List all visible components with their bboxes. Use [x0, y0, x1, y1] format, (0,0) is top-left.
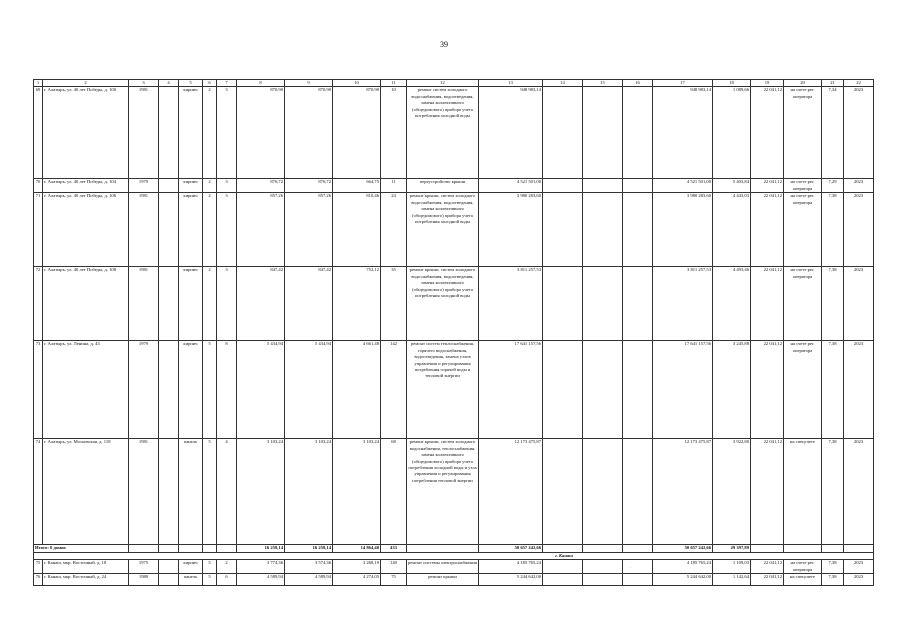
cell-yr: 2023 [844, 574, 874, 586]
column-number-cell: 8 [237, 80, 285, 87]
cell-mat: кирпич [179, 179, 203, 193]
column-number-cell: 6 [203, 80, 217, 87]
column-number-cell: 16 [623, 80, 653, 87]
cell-c16 [623, 179, 653, 193]
cell-yr: 2023 [844, 193, 874, 267]
cell-a2: 857,26 [285, 193, 333, 267]
column-number-cell: 1 [34, 80, 43, 87]
cell-pct: 7,29 [822, 179, 844, 193]
total-empty [543, 545, 583, 552]
table-body [34, 80, 874, 586]
cell-cost2: 5 244 642,00 [653, 574, 713, 586]
cell-res: 68 [381, 439, 407, 545]
cell-a1: 3 103,24 [237, 439, 285, 545]
table-row [34, 179, 874, 193]
total-empty [203, 545, 217, 552]
column-number-cell: 21 [822, 80, 844, 87]
cell-fl: 5 [203, 574, 217, 586]
cell-n: 72 [34, 267, 43, 341]
cell-mat: кирпич [179, 193, 203, 267]
cell-sq: 1 142,64 [713, 574, 751, 586]
cell-year: 1979 [129, 179, 159, 193]
cell-addr: г. Алатырь, ул. 40 лет Победы, д. 108 [43, 267, 129, 341]
total-empty [583, 545, 623, 552]
cell-n: 70 [34, 179, 43, 193]
cell-fl: 5 [203, 439, 217, 545]
cell-en: 3 [217, 267, 237, 341]
total-empty [822, 545, 844, 552]
column-number-cell: 5 [179, 80, 203, 87]
cell-n: 71 [34, 193, 43, 267]
total-empty [129, 545, 159, 552]
cell-fl: 5 [203, 341, 217, 439]
cell-fl: 2 [203, 267, 217, 341]
column-number-cell: 15 [583, 80, 623, 87]
column-number-cell: 3 [129, 80, 159, 87]
total-res: 433 [381, 545, 407, 552]
town-heading-row [34, 552, 874, 559]
cell-lim: 22 041,12 [751, 574, 784, 586]
cell-a1: 870,90 [237, 87, 285, 179]
cell-cost2: 17 641 157,56 [653, 341, 713, 439]
cell-n: 75 [34, 560, 43, 574]
cell-res: 24 [381, 193, 407, 267]
cell-addr: г. Алатырь, ул. 40 лет Победы, д. 106 [43, 193, 129, 267]
total-a2: 16 258,14 [285, 545, 333, 552]
cell-n: 73 [34, 341, 43, 439]
column-number-cell: 7 [217, 80, 237, 87]
column-number-cell: 13 [479, 80, 543, 87]
cell-c4 [159, 341, 179, 439]
cell-a1: 4 589,94 [237, 574, 285, 586]
cell-cost: 3 811 257,53 [479, 267, 543, 341]
cell-work: ремонт крыши, систем холодного водоснабжения, теплоснабжения, замена коллективного (общедомового) прибора учета потребления холодной воды и узла управления и регулирования потребления тепловой энергии [407, 439, 479, 545]
table-row [34, 193, 874, 267]
cell-a2: 876,72 [285, 179, 333, 193]
total-empty [407, 545, 479, 552]
cell-n: 69 [34, 87, 43, 179]
cell-res: 140 [381, 560, 407, 574]
cell-en: 3 [217, 179, 237, 193]
total-empty [751, 545, 784, 552]
cell-a3: 752,12 [333, 267, 381, 341]
cell-c15 [583, 341, 623, 439]
cell-c14 [543, 179, 583, 193]
cell-res: 35 [381, 267, 407, 341]
cell-a1: 847,42 [237, 267, 285, 341]
cell-yr: 2023 [844, 560, 874, 574]
cell-en: 3 [217, 87, 237, 179]
cell-c15 [583, 560, 623, 574]
cell-lim: 22 041,12 [751, 439, 784, 545]
cell-a2: 4 589,94 [285, 574, 333, 586]
cell-addr: г. Канаш, мкр. Восточный, д. 18 [43, 560, 129, 574]
cell-addr: г. Алатырь, ул. 40 лет Победы, д. 104 [43, 179, 129, 193]
cell-c14 [543, 439, 583, 545]
cell-work: ремонт систем теплоснабжения, горячего водоснабжения, водоотведения, замена узлов управления и регулирования потребления горячей воды и тепловой энергии [407, 341, 479, 439]
table-row [34, 439, 874, 545]
cell-cost2: 4 185 765,24 [653, 560, 713, 574]
cell-a2: 5 434,94 [285, 341, 333, 439]
cell-addr: г. Канаш, мкр. Восточный, д. 24 [43, 574, 129, 586]
column-number-row [34, 80, 874, 87]
total-empty [623, 545, 653, 552]
cell-cost: 5 244 642,00 [479, 574, 543, 586]
cell-fl: 2 [203, 193, 217, 267]
cell-yr: 2023 [844, 179, 874, 193]
cell-lim: 22 041,12 [751, 341, 784, 439]
cell-lim: 22 041,12 [751, 179, 784, 193]
total-row [34, 545, 874, 552]
cell-addr: г. Алатырь, ул. Ленина, д. 43 [43, 341, 129, 439]
column-number-cell: 12 [407, 80, 479, 87]
cell-mat: кирпич [179, 560, 203, 574]
cell-a2: 3 103,24 [285, 439, 333, 545]
cell-c15 [583, 179, 623, 193]
cell-yr: 2023 [844, 87, 874, 179]
cell-a3: 664,75 [333, 179, 381, 193]
cell-acc: на счете рег. оператора [784, 267, 822, 341]
cell-year: 1975 [129, 560, 159, 574]
cell-sq: 1 109,03 [713, 560, 751, 574]
cell-pct: 7,38 [822, 560, 844, 574]
cell-n: 76 [34, 574, 43, 586]
column-number-cell: 17 [653, 80, 713, 87]
cell-sq: 5 403,84 [713, 179, 751, 193]
cell-a1: 876,72 [237, 179, 285, 193]
town-heading: г. Канаш [34, 552, 874, 559]
cell-addr: г. Алатырь, ул. 40 лет Победы, д. 100 [43, 87, 129, 179]
cell-c4 [159, 87, 179, 179]
cell-year: 1979 [129, 341, 159, 439]
cell-mat: панель [179, 439, 203, 545]
cell-mat: панель [179, 574, 203, 586]
cell-c16 [623, 439, 653, 545]
total-sq: 29 397,89 [713, 545, 751, 552]
cell-c4 [159, 560, 179, 574]
cell-cost2: 3 811 257,53 [653, 267, 713, 341]
cell-yr: 2023 [844, 341, 874, 439]
cell-a3: 4 661,48 [333, 341, 381, 439]
cell-a1: 5 434,94 [237, 341, 285, 439]
cell-a3: 810,46 [333, 193, 381, 267]
cell-yr: 2023 [844, 267, 874, 341]
cell-pct: 7,38 [822, 193, 844, 267]
cell-sq: 1 089,66 [713, 87, 751, 179]
cell-addr: г. Алатырь, ул. Московская, д. 118 [43, 439, 129, 545]
cell-c15 [583, 439, 623, 545]
total-a3: 14 864,40 [333, 545, 381, 552]
total-empty [217, 545, 237, 552]
cell-cost: 12 173 475,87 [479, 439, 543, 545]
cell-a3: 3 103,24 [333, 439, 381, 545]
cell-sq: 3 245,88 [713, 341, 751, 439]
cell-year: 1981 [129, 439, 159, 545]
cell-a2: 870,90 [285, 87, 333, 179]
cell-c14 [543, 87, 583, 179]
total-empty [159, 545, 179, 552]
cell-fl: 2 [203, 87, 217, 179]
cell-c14 [543, 341, 583, 439]
column-number-cell: 4 [159, 80, 179, 87]
cell-acc: на спецсчете [784, 574, 822, 586]
cell-c15 [583, 267, 623, 341]
cell-cost2: 948 983,14 [653, 87, 713, 179]
cell-mat: кирпич [179, 341, 203, 439]
column-number-cell: 18 [713, 80, 751, 87]
cell-yr: 2023 [844, 439, 874, 545]
cell-lim: 22 041,12 [751, 560, 784, 574]
cell-year: 1981 [129, 193, 159, 267]
cell-year: 1980 [129, 574, 159, 586]
column-number-cell: 2 [43, 80, 129, 87]
stray-mark: · [630, 566, 632, 571]
cell-res: 10 [381, 87, 407, 179]
column-number-cell: 11 [381, 80, 407, 87]
column-number-cell: 19 [751, 80, 784, 87]
cell-acc: на счете рег. оператора [784, 560, 822, 574]
cell-en: 6 [217, 574, 237, 586]
register-table [33, 79, 874, 586]
cell-cost: 4 521 501,00 [479, 179, 543, 193]
cell-year: 1981 [129, 87, 159, 179]
cell-acc: на спецсчете [784, 439, 822, 545]
cell-c16 [623, 574, 653, 586]
cell-pct: 7,38 [822, 267, 844, 341]
cell-c16 [623, 87, 653, 179]
cell-c15 [583, 193, 623, 267]
cell-a1: 3 774,36 [237, 560, 285, 574]
cell-pct: 7,34 [822, 87, 844, 179]
cell-fl: 2 [203, 179, 217, 193]
cell-a3: 3 268,19 [333, 560, 381, 574]
cell-c4 [159, 193, 179, 267]
column-number-cell: 20 [784, 80, 822, 87]
total-label: Итого: 6 домов [34, 545, 129, 552]
cell-mat: кирпич [179, 87, 203, 179]
cell-work: ремонт крыши, систем холодного водоснабжения, водоотведения, замена коллективного (общедомового) прибора учета потребления холодной воды [407, 193, 479, 267]
cell-sq: 4 493,46 [713, 267, 751, 341]
cell-c15 [583, 87, 623, 179]
cell-lim: 22 041,12 [751, 87, 784, 179]
total-empty [784, 545, 822, 552]
cell-work: переустройство крыши [407, 179, 479, 193]
page-number: 39 [440, 40, 448, 49]
cell-cost: 17 641 157,56 [479, 341, 543, 439]
cell-sq: 4 443,03 [713, 193, 751, 267]
cell-cost2: 3 980 283,60 [653, 193, 713, 267]
cell-en: 2 [217, 560, 237, 574]
cell-cost2: 4 521 501,00 [653, 179, 713, 193]
table-row [34, 574, 874, 586]
cell-cost: 4 185 765,24 [479, 560, 543, 574]
cell-c4 [159, 574, 179, 586]
cell-cost: 948 983,14 [479, 87, 543, 179]
cell-c4 [159, 267, 179, 341]
cell-acc: на счете рег. оператора [784, 341, 822, 439]
table-row [34, 560, 874, 574]
cell-c14 [543, 574, 583, 586]
cell-work: ремонт крыши [407, 574, 479, 586]
column-number-cell: 9 [285, 80, 333, 87]
total-cost: 50 657 242,66 [479, 545, 543, 552]
cell-en: 3 [217, 193, 237, 267]
cell-c16 [623, 341, 653, 439]
cell-pct: 7,38 [822, 439, 844, 545]
cell-c14 [543, 193, 583, 267]
cell-work: ремонт крыши, систем холодного водоснабжения, водоотведения, замена коллективного (общедомового) прибора учета потребления холодной воды [407, 267, 479, 341]
cell-sq: 3 922,80 [713, 439, 751, 545]
cell-a3: 870,90 [333, 87, 381, 179]
table-row [34, 267, 874, 341]
cell-c16 [623, 267, 653, 341]
cell-a3: 4 274,05 [333, 574, 381, 586]
cell-c16 [623, 560, 653, 574]
cell-pct: 7,38 [822, 574, 844, 586]
column-number-cell: 22 [844, 80, 874, 87]
cell-work: ремонт систем холодного водоснабжения, водоотведения, замена коллективного (общедомового) прибора учета потребления холодной воды [407, 87, 479, 179]
cell-a2: 3 574,36 [285, 560, 333, 574]
cell-c4 [159, 439, 179, 545]
cell-work: ремонт системы электроснабжения [407, 560, 479, 574]
cell-c4 [159, 179, 179, 193]
total-a1: 16 258,14 [237, 545, 285, 552]
cell-acc: на счете рег. оператора [784, 193, 822, 267]
cell-cost2: 12 173 475,87 [653, 439, 713, 545]
cell-cost: 3 980 283,60 [479, 193, 543, 267]
column-number-cell: 10 [333, 80, 381, 87]
cell-c14 [543, 267, 583, 341]
cell-lim: 22 041,12 [751, 267, 784, 341]
cell-res: 11 [381, 179, 407, 193]
cell-a2: 847,42 [285, 267, 333, 341]
cell-pct: 7,38 [822, 341, 844, 439]
cell-fl: 5 [203, 560, 217, 574]
total-cost2: 50 657 242,66 [653, 545, 713, 552]
cell-acc: на счете рег. оператора [784, 87, 822, 179]
cell-n: 74 [34, 439, 43, 545]
column-number-cell: 14 [543, 80, 583, 87]
total-empty [844, 545, 874, 552]
cell-lim: 22 041,12 [751, 193, 784, 267]
total-empty [179, 545, 203, 552]
table-row [34, 87, 874, 179]
cell-c15 [583, 574, 623, 586]
cell-res: 142 [381, 341, 407, 439]
cell-en: 8 [217, 341, 237, 439]
cell-year: 1981 [129, 267, 159, 341]
cell-c14 [543, 560, 583, 574]
table-row [34, 341, 874, 439]
cell-c16 [623, 193, 653, 267]
cell-a1: 857,26 [237, 193, 285, 267]
cell-en: 4 [217, 439, 237, 545]
cell-acc: на счете рег. оператора [784, 179, 822, 193]
cell-mat: кирпич [179, 267, 203, 341]
cell-res: 75 [381, 574, 407, 586]
